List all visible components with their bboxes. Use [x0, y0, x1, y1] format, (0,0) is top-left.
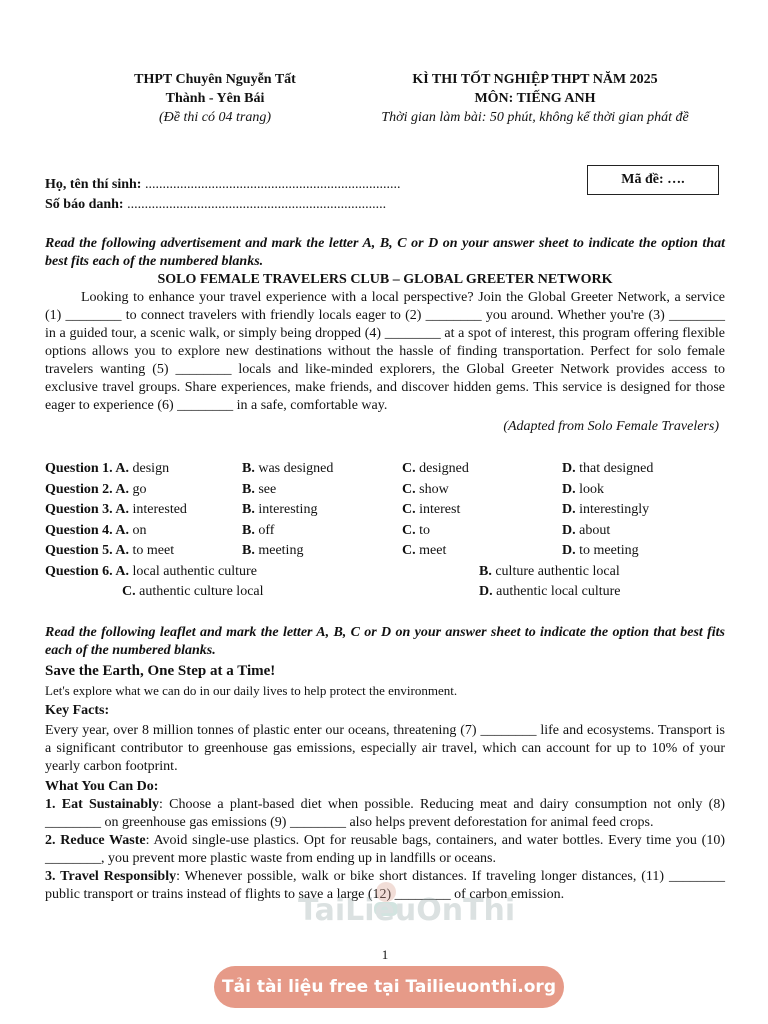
question-2-option-b: B. see	[242, 481, 277, 497]
question-3-option-d: D. interestingly	[562, 502, 650, 517]
question-6-row-2	[45, 583, 725, 604]
question-6-row-1	[45, 563, 725, 584]
question-row	[45, 481, 725, 502]
question-2-option-d: D. look	[562, 481, 605, 497]
question-4-option-c: C. to	[402, 522, 431, 538]
candidate-name-row	[45, 175, 465, 195]
download-banner-link[interactable]: Tải tài liệu free tại Tailieuonthi.org	[214, 966, 564, 1008]
question-1-option-c: C. designed	[402, 461, 469, 476]
question-6-option-b: B. culture authentic local	[479, 563, 620, 579]
question-6-option-d: D. authentic local culture	[479, 584, 621, 599]
question-3-option-a: Question 3. A. interested	[45, 502, 187, 517]
question-3-option-c: C. interest	[402, 502, 461, 517]
section-2	[45, 624, 725, 904]
candidate-name-dots: .........................................................................	[141, 177, 401, 192]
question-4-option-b: B. off	[242, 522, 275, 538]
candidate-id-row	[45, 195, 465, 215]
exam-header	[345, 70, 725, 127]
candidate-id-label: Số báo danh:	[45, 197, 124, 212]
question-row	[45, 522, 725, 543]
exam-code-box: Mã đề: ….	[587, 165, 719, 195]
question-5-option-c: C. meet	[402, 543, 447, 558]
school-name-line2: Thành - Yên Bái	[165, 91, 265, 106]
question-row	[45, 542, 725, 563]
exam-page	[45, 0, 725, 1024]
question-1-option-a: Question 1. A. design	[45, 461, 170, 476]
item-travel-responsibly: 3. Travel Responsibly: Whenever possible, walk or bike short distances. If traveling longer distances, (11) ________ public transport or trains instead of flights to save a large (12) ________ of carbon emission.	[45, 869, 725, 902]
item-reduce-waste: 2. Reduce Waste: Avoid single-use plastics. Opt for reusable bags, containers, and water bottles. Every time you (10) ________, you prevent more plastic waste from ending up in landfills or oceans.	[45, 833, 726, 866]
question-2-option-a: Question 2. A. go	[45, 481, 147, 497]
pages-note: (Đề thi có 04 trang)	[159, 110, 271, 125]
question-table	[45, 460, 725, 563]
question-2-option-c: C. show	[402, 481, 449, 497]
question-3-option-b: B. interesting	[242, 502, 318, 517]
exam-subject: MÔN: TIẾNG ANH	[474, 91, 596, 106]
question-6-option-c: C. authentic culture local	[122, 584, 264, 599]
item-eat-sustainably: 1. Eat Sustainably: Choose a plant-based diet when possible. Reducing meat and dairy consumption not only (8) ________ on greenhouse gas emissions (9) ________ also helps prevent deforestation for animal feed crops.	[45, 797, 725, 830]
section-2-intro: Let's explore what we can do in our daily lives to help protect the environment.	[45, 683, 458, 698]
question-5-option-a: Question 5. A. to meet	[45, 543, 175, 558]
question-4-option-d: D. about	[562, 522, 611, 538]
question-1-option-d: D. that designed	[562, 461, 654, 476]
question-row	[45, 501, 725, 522]
exam-title: KÌ THI TỐT NGHIỆP THPT NĂM 2025	[412, 72, 658, 87]
question-4-option-a: Question 4. A. on	[45, 522, 147, 538]
section-1-source: (Adapted from Solo Female Travelers)	[503, 419, 719, 434]
key-facts-text: Every year, over 8 million tonnes of plastic enter our oceans, threatening (7) ________ life and ecosystems. Transport is a significant contributor to greenhouse gas emissions, especially air travel, which can account for up to 10% of your yearly carbon footprint.	[45, 723, 725, 774]
school-name-line1: THPT Chuyên Nguyễn Tất	[134, 72, 296, 87]
section-1	[45, 235, 725, 436]
candidate-info	[45, 175, 465, 215]
question-6-table	[45, 563, 725, 604]
school-header	[65, 70, 365, 127]
section-1-questions	[45, 460, 725, 604]
what-you-can-do-heading: What You Can Do:	[45, 779, 159, 794]
section-2-title: Save the Earth, One Step at a Time!	[45, 663, 276, 679]
question-5-option-d: D. to meeting	[562, 543, 639, 558]
question-6-option-a: Question 6. A. local authentic culture	[45, 563, 257, 579]
question-row	[45, 460, 725, 481]
section-1-title: SOLO FEMALE TRAVELERS CLUB – GLOBAL GREETER NETWORK	[157, 272, 613, 287]
candidate-name-label: Họ, tên thí sinh:	[45, 177, 142, 192]
question-1-option-b: B. was designed	[242, 461, 334, 476]
candidate-id-dots: ..........................................................................	[123, 197, 387, 212]
question-5-option-b: B. meeting	[242, 543, 304, 558]
exam-time-note: Thời gian làm bài: 50 phút, không kể thời gian phát đề	[381, 110, 689, 125]
key-facts-heading: Key Facts:	[45, 703, 110, 718]
section-1-passage: Looking to enhance your travel experience with a local perspective? Join the Global Greeter Network, a service (1) ________ to connect travelers with friendly locals eager to (2) ________ you around. Whether you're (3) ________ in a guided tour, a scenic walk, or simply being dropped (4) ________ at a spot of interest, this program offering flexible options allows you to explore new destinations without the hassle of finding transportation. Perfect for solo female travelers wanting (5) ________ locals and like-minded explorers, the Global Greeter Network provides access to exclusive travel groups. Share experiences, make friends, and discover hidden gems. This service is designed for those eager to experience (6) ________ in a safe, comfortable way.	[45, 290, 725, 413]
page-number: 1	[381, 947, 389, 962]
watermark-text: TaiLieuOnThi	[298, 893, 516, 928]
section-1-instruction: Read the following advertisement and mark the letter A, B, C or D on your answer sheet to indicate the option that best fits each of the numbered blanks.	[45, 236, 725, 269]
section-2-instruction: Read the following leaflet and mark the letter A, B, C or D on your answer sheet to indicate the option that best fits each of the numbered blanks.	[45, 625, 725, 658]
